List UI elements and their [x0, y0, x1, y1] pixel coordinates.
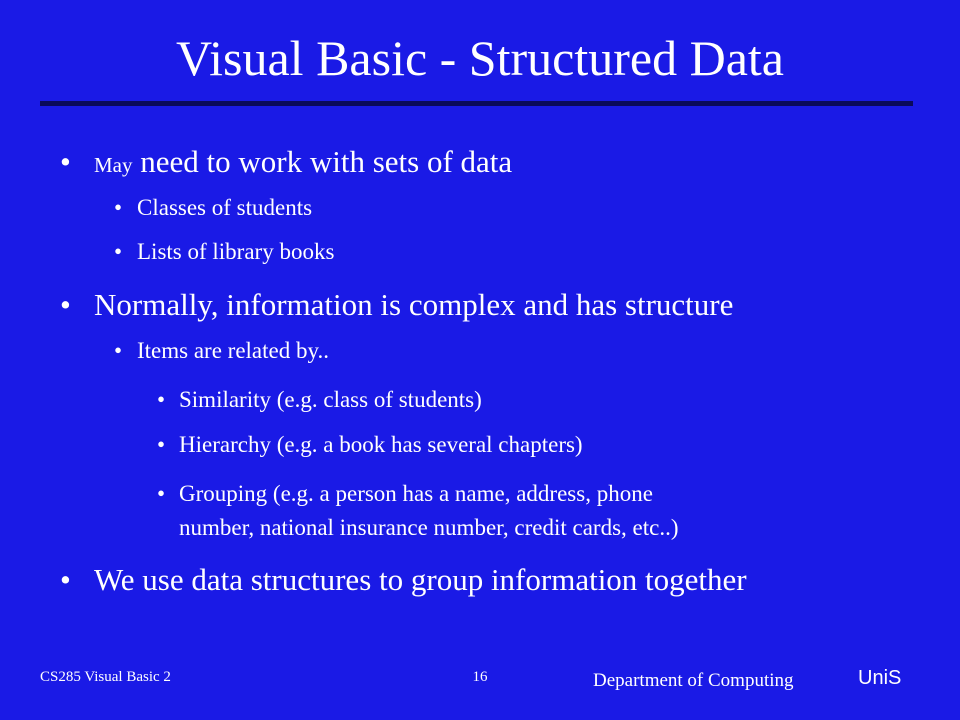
bullet-marker: •	[157, 432, 166, 457]
bullet-text-1	[94, 144, 512, 183]
bullet-text-1-lead: May	[94, 153, 133, 177]
sub-bullet-items-related: Items are related by..	[137, 338, 329, 363]
sub-sub-bullet-grouping-line1: Grouping (e.g. a person has a name, address, phone	[179, 481, 653, 506]
slide-title: Visual Basic - Structured Data	[176, 30, 784, 86]
sub-sub-bullet-grouping-line2: number, national insurance number, credit cards, etc..)	[179, 515, 679, 540]
bullet-marker: •	[60, 144, 71, 179]
sub-sub-bullet-hierarchy: Hierarchy (e.g. a book has several chapters)	[179, 432, 583, 457]
footer-institution: UniS	[858, 667, 902, 689]
bullet-marker: •	[60, 287, 71, 322]
bullet-marker: •	[157, 481, 166, 506]
bullet-marker: •	[114, 195, 123, 220]
sub-bullet-library-books: Lists of library books	[137, 239, 335, 264]
sub-bullet-classes-of-students: Classes of students	[137, 195, 313, 220]
bullet-marker: •	[114, 338, 123, 363]
bullet-text-3: We use data structures to group information together	[94, 562, 747, 597]
bullet-text-2: Normally, information is complex and has structure	[94, 287, 734, 322]
title-divider	[40, 101, 913, 106]
sub-sub-bullet-similarity: Similarity (e.g. class of students)	[179, 387, 482, 412]
bullet-marker: •	[60, 562, 71, 597]
bullet-text-1-rest: need to work with sets of data	[132, 144, 513, 179]
footer-course: CS285 Visual Basic 2	[40, 669, 171, 685]
bullet-marker: •	[114, 239, 123, 264]
bullet-marker: •	[157, 387, 166, 412]
footer-page-number: 16	[472, 669, 488, 685]
footer-department: Department of Computing	[593, 670, 794, 691]
